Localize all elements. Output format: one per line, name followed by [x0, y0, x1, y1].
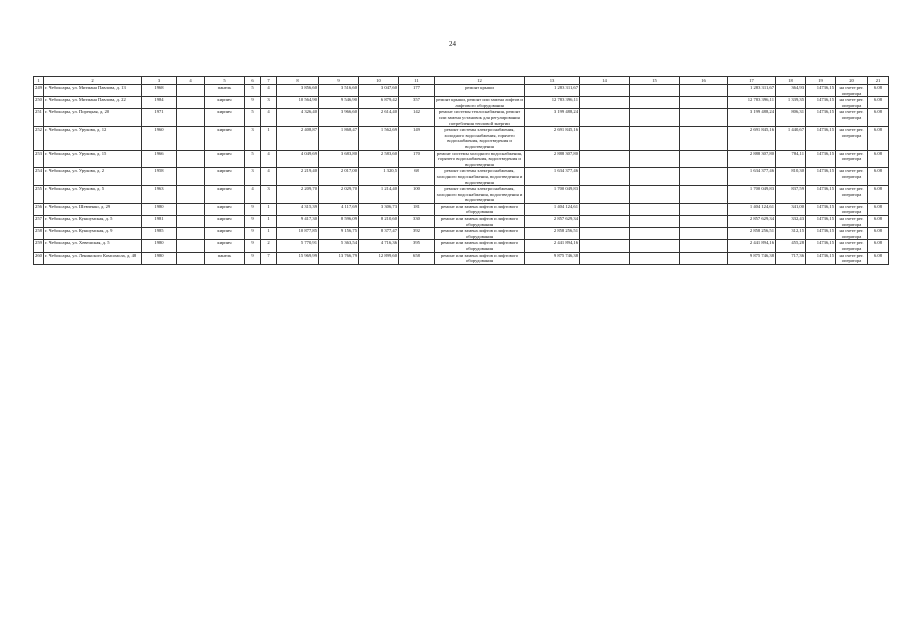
- regional-fund: 9 875 746,38: [728, 252, 776, 264]
- col4: [177, 186, 205, 204]
- cost-per-m2: 455,28: [776, 240, 806, 252]
- address: г. Чебоксары, ул. Хевешская, д. 5: [44, 240, 142, 252]
- cost-per-m2: 810,30: [776, 168, 806, 186]
- col15: [630, 203, 680, 215]
- floors: 4: [245, 186, 261, 204]
- col4: [177, 85, 205, 97]
- total-cost: 3 199 488,24: [525, 109, 580, 127]
- col16: [680, 216, 728, 228]
- total-cost: 12 783 396,11: [525, 97, 580, 109]
- work-type: ремонт системы электроснабжения, холодного водоснабжения, горячего водоснабжения, водоотведения и водоотведения: [435, 127, 525, 150]
- regional-fund: 2 888 307,80: [728, 150, 776, 168]
- living-area: 13 766,79: [319, 252, 359, 264]
- entrances: 4: [261, 109, 277, 127]
- floors: 3: [245, 127, 261, 150]
- col16: [680, 203, 728, 215]
- floors: 9: [245, 216, 261, 228]
- cost-per-m2: 717,36: [776, 252, 806, 264]
- row-number: 250: [34, 97, 44, 109]
- column-number: 13: [525, 77, 580, 85]
- table-row: [34, 109, 889, 127]
- address: г. Чебоксары, ул. Урукова, д. 5: [44, 186, 142, 204]
- col4: [177, 216, 205, 228]
- address: г. Чебоксары, ул. Кукшумская, д. 5: [44, 216, 142, 228]
- row-number: 259: [34, 240, 44, 252]
- max-cost: 14736,15: [806, 97, 836, 109]
- regional-fund: 2 857 629,34: [728, 216, 776, 228]
- col14: [580, 85, 630, 97]
- completion-year: 6.08: [868, 203, 889, 215]
- floors: 9: [245, 97, 261, 109]
- address: г. Чебоксары, ул. Шевченко, д. 29: [44, 203, 142, 215]
- fund-source: на счете рег. оператора: [836, 127, 868, 150]
- col16: [680, 228, 728, 240]
- fund-source: на счете рег. оператора: [836, 186, 868, 204]
- owned-area: 1 214,40: [359, 186, 399, 204]
- column-number: 4: [177, 77, 205, 85]
- floors: 5: [245, 150, 261, 168]
- residents: 100: [399, 186, 435, 204]
- column-number: 14: [580, 77, 630, 85]
- col15: [630, 228, 680, 240]
- address: г. Чебоксары, ул. Порецкая, д. 20: [44, 109, 142, 127]
- total-cost: 2 857 629,34: [525, 216, 580, 228]
- cost-per-m2: 784,11: [776, 150, 806, 168]
- living-area: 5 363,54: [319, 240, 359, 252]
- residents: 177: [399, 85, 435, 97]
- entrances: 1: [261, 228, 277, 240]
- total-cost: 1 700 049,83: [525, 186, 580, 204]
- regional-fund: 3 199 488,24: [728, 109, 776, 127]
- work-type: ремонт крыши, ремонт или замена лифтов и лифтового оборудования: [436, 97, 523, 108]
- table-row: [34, 228, 889, 240]
- table-row: [34, 85, 889, 97]
- wall-material: панель: [205, 252, 245, 264]
- col4: [177, 97, 205, 109]
- floors: 3: [245, 168, 261, 186]
- residents: 330: [399, 216, 435, 228]
- row-number: 255: [34, 186, 44, 204]
- cost-per-m2: 341,00: [776, 203, 806, 215]
- col16: [680, 186, 728, 204]
- total-area: 9 417,30: [277, 216, 319, 228]
- total-area: 4 049,69: [277, 150, 319, 168]
- col16: [680, 168, 728, 186]
- column-number: 18: [776, 77, 806, 85]
- cost-per-m2: 1 440,67: [776, 127, 806, 150]
- address: г. Чебоксары, ул. Митмана Павлова, д. 22: [44, 97, 142, 109]
- max-cost: 14736,15: [806, 216, 836, 228]
- row-number: 251: [34, 109, 44, 127]
- entrances: 1: [261, 216, 277, 228]
- completion-year: 6.08: [868, 97, 889, 109]
- fund-source: на счете рег. оператора: [836, 240, 868, 252]
- col16: [680, 127, 728, 150]
- col15: [630, 97, 680, 109]
- col16: [680, 252, 728, 264]
- completion-year: 6.08: [868, 85, 889, 97]
- cost-per-m2: 1 339,35: [776, 97, 806, 109]
- completion-year: 6.08: [868, 252, 889, 264]
- table-row: [34, 252, 889, 264]
- row-number: 256: [34, 203, 44, 215]
- total-area: 4 315,39: [277, 203, 319, 215]
- row-number: 258: [34, 228, 44, 240]
- col4: [177, 168, 205, 186]
- cost-per-m2: 837,59: [776, 186, 806, 204]
- column-number: 16: [680, 77, 728, 85]
- entrances: 3: [261, 186, 277, 204]
- owned-area: 2 614,40: [359, 109, 399, 127]
- wall-material: панель: [205, 85, 245, 97]
- wall-material: кирпич: [205, 97, 245, 109]
- residents: 170: [399, 150, 435, 168]
- entrances: 4: [261, 168, 277, 186]
- col15: [630, 127, 680, 150]
- owned-area: 1 562,69: [359, 127, 399, 150]
- floors: 9: [245, 228, 261, 240]
- fund-source: на счете рег. оператора: [836, 150, 868, 168]
- build-year: 1980: [142, 203, 177, 215]
- col16: [680, 97, 728, 109]
- work-type: ремонт или замена лифтов и лифтового оборудования: [435, 216, 525, 228]
- total-area: 15 969,99: [277, 252, 319, 264]
- col14: [580, 186, 630, 204]
- table-row: [34, 150, 889, 168]
- wall-material: кирпич: [205, 216, 245, 228]
- residents: 392: [399, 228, 435, 240]
- completion-year: 6.08: [868, 168, 889, 186]
- total-cost: 2 441 894,16: [525, 240, 580, 252]
- max-cost: 14736,15: [806, 203, 836, 215]
- max-cost: 14736,15: [806, 186, 836, 204]
- regional-fund: 1 700 049,83: [728, 186, 776, 204]
- column-number: 12: [435, 77, 525, 85]
- address: г. Чебоксары, ул. Урукова, д. 12: [44, 127, 142, 150]
- total-area: 5 770,91: [277, 240, 319, 252]
- living-area: 9 546,90: [319, 97, 359, 109]
- total-cost: 2 858 256,51: [525, 228, 580, 240]
- wall-material: кирпич: [205, 228, 245, 240]
- total-area: 2 219,40: [277, 168, 319, 186]
- fund-source: на счете рег. оператора: [836, 85, 868, 97]
- address: г. Чебоксары, ул. Ленинского Комсомола, д. 48: [44, 252, 142, 264]
- work-type: ремонт крыши: [435, 85, 525, 97]
- col14: [580, 203, 630, 215]
- col14: [580, 216, 630, 228]
- regional-fund: 2 691 845,16: [728, 127, 776, 150]
- cost-per-m2: 332,43: [776, 216, 806, 228]
- col15: [630, 216, 680, 228]
- column-number: 5: [205, 77, 245, 85]
- residents: 142: [399, 109, 435, 127]
- owned-area: 1 320,5: [359, 168, 399, 186]
- total-area: 4 326,40: [277, 109, 319, 127]
- owned-area: 6 879,42: [359, 97, 399, 109]
- address: г. Чебоксары, ул. Урукова, д. 2: [44, 168, 142, 186]
- build-year: 1968: [142, 85, 177, 97]
- wall-material: кирпич: [205, 150, 245, 168]
- fund-source: на счете рег. оператора: [836, 203, 868, 215]
- work-type: ремонт или замена лифтов и лифтового оборудования: [435, 240, 525, 252]
- living-area: 2 017,00: [319, 168, 359, 186]
- cost-per-m2: 364,93: [776, 85, 806, 97]
- wall-material: кирпич: [205, 240, 245, 252]
- col16: [680, 85, 728, 97]
- completion-year: 6.08: [868, 127, 889, 150]
- build-year: 1966: [142, 150, 177, 168]
- address: г. Чебоксары, ул. Кукшумская, д. 9: [44, 228, 142, 240]
- entrances: 1: [261, 203, 277, 215]
- fund-source: на счете рег. оператора: [836, 228, 868, 240]
- completion-year: 6.08: [868, 240, 889, 252]
- floors: 9: [245, 240, 261, 252]
- entrances: 7: [261, 252, 277, 264]
- col14: [580, 127, 630, 150]
- build-year: 1980: [142, 252, 177, 264]
- completion-year: 6.08: [868, 186, 889, 204]
- residents: 357: [399, 97, 435, 109]
- entrances: 2: [261, 240, 277, 252]
- column-number: 9: [319, 77, 359, 85]
- max-cost: 14736,15: [806, 109, 836, 127]
- owned-area: 3 047,60: [359, 85, 399, 97]
- col4: [177, 109, 205, 127]
- table-row: [34, 186, 889, 204]
- residents: 149: [399, 127, 435, 150]
- col15: [630, 252, 680, 264]
- wall-material: кирпич: [205, 109, 245, 127]
- owned-area: 3 306,73: [359, 203, 399, 215]
- total-area: 2 408,87: [277, 127, 319, 150]
- col15: [630, 150, 680, 168]
- residents: 658: [399, 252, 435, 264]
- fund-source: на счете рег. оператора: [836, 168, 868, 186]
- max-cost: 14736,15: [806, 252, 836, 264]
- column-number: 17: [728, 77, 776, 85]
- floors: 9: [245, 203, 261, 215]
- max-cost: 14736,15: [806, 228, 836, 240]
- build-year: 1980: [142, 240, 177, 252]
- row-number: 254: [34, 168, 44, 186]
- work-type: ремонт системы электроснабжения, холодного водоснабжения, водоотведения и водоотведения: [435, 168, 525, 186]
- floors: 9: [245, 252, 261, 264]
- owned-area: 8 210,60: [359, 216, 399, 228]
- table-row: [34, 216, 889, 228]
- column-number: 21: [868, 77, 889, 85]
- column-number: 7: [261, 77, 277, 85]
- col14: [580, 228, 630, 240]
- total-cost: 1 634 377,46: [525, 168, 580, 186]
- total-cost: 2 691 845,16: [525, 127, 580, 150]
- address: г. Чебоксары, ул. Митмана Павлова, д. 13: [44, 85, 142, 97]
- build-year: 1985: [142, 228, 177, 240]
- completion-year: 6.08: [868, 109, 889, 127]
- column-number: 3: [142, 77, 177, 85]
- table-row: [34, 203, 889, 215]
- residents: 68: [399, 168, 435, 186]
- column-number: 11: [399, 77, 435, 85]
- wall-material: кирпич: [205, 127, 245, 150]
- column-number: 1: [34, 77, 44, 85]
- cost-per-m2: 806,31: [776, 109, 806, 127]
- table-row: [34, 168, 889, 186]
- fund-source: на счете рег. оператора: [836, 252, 868, 264]
- total-area: 2 209,70: [277, 186, 319, 204]
- living-area: 2 029,70: [319, 186, 359, 204]
- build-year: 1958: [142, 168, 177, 186]
- regional-fund: 1 404 124,61: [728, 203, 776, 215]
- wall-material: кирпич: [205, 203, 245, 215]
- total-cost: 2 888 307,80: [525, 150, 580, 168]
- completion-year: 6.08: [868, 216, 889, 228]
- col14: [580, 240, 630, 252]
- col14: [580, 150, 630, 168]
- column-number: 6: [245, 77, 261, 85]
- max-cost: 14736,15: [806, 240, 836, 252]
- column-number: 2: [44, 77, 142, 85]
- column-number-row: [34, 77, 889, 85]
- col16: [680, 150, 728, 168]
- total-area: 10 564,90: [277, 97, 319, 109]
- work-type: ремонт системы холодного водоснабжения, горячего водоснабжения, водоотведения и водоотведения: [435, 150, 525, 168]
- total-cost: 1 283 311,67: [525, 85, 580, 97]
- regional-fund: 1 634 377,46: [728, 168, 776, 186]
- residents: 395: [399, 240, 435, 252]
- cost-per-m2: 312,15: [776, 228, 806, 240]
- col4: [177, 240, 205, 252]
- build-year: 1963: [142, 186, 177, 204]
- owned-area: 2 583,60: [359, 150, 399, 168]
- col15: [630, 168, 680, 186]
- build-year: 1960: [142, 127, 177, 150]
- col4: [177, 228, 205, 240]
- col15: [630, 85, 680, 97]
- completion-year: 6.08: [868, 228, 889, 240]
- regional-fund: 12 783 396,11: [728, 97, 776, 109]
- living-area: 3 683,80: [319, 150, 359, 168]
- floors: 5: [245, 109, 261, 127]
- entrances: 4: [261, 85, 277, 97]
- work-type: ремонт или замена лифтов и лифтового оборудования: [435, 203, 525, 215]
- entrances: 3: [261, 97, 277, 109]
- page-number: 24: [449, 40, 456, 48]
- col15: [630, 240, 680, 252]
- work-type: ремонт системы электроснабжения, холодного водоснабжения, водоотведения и водоотведения: [435, 186, 525, 204]
- col4: [177, 127, 205, 150]
- total-area: 10 877,85: [277, 228, 319, 240]
- col16: [680, 240, 728, 252]
- regional-fund: 2 441 894,16: [728, 240, 776, 252]
- col4: [177, 150, 205, 168]
- column-number: 10: [359, 77, 399, 85]
- col14: [580, 97, 630, 109]
- regional-fund: 2 858 256,51: [728, 228, 776, 240]
- max-cost: 14736,15: [806, 127, 836, 150]
- column-number: 20: [836, 77, 868, 85]
- build-year: 1984: [142, 97, 177, 109]
- column-number: 8: [277, 77, 319, 85]
- fund-source: на счете рег. оператора: [836, 97, 868, 109]
- col4: [177, 252, 205, 264]
- row-number: 249: [34, 85, 44, 97]
- owned-area: 4 716,36: [359, 240, 399, 252]
- living-area: 9 156,75: [319, 228, 359, 240]
- regional-fund: 1 283 311,67: [728, 85, 776, 97]
- total-cost: 9 875 746,38: [525, 252, 580, 264]
- living-area: 1 868,47: [319, 127, 359, 150]
- table-row: [34, 97, 889, 109]
- entrances: 4: [261, 150, 277, 168]
- row-number: 260: [34, 252, 44, 264]
- total-area: 3 856,60: [277, 85, 319, 97]
- max-cost: 14736,15: [806, 168, 836, 186]
- living-area: 3 516,60: [319, 85, 359, 97]
- column-number: 19: [806, 77, 836, 85]
- wall-material: кирпич: [205, 186, 245, 204]
- col14: [580, 252, 630, 264]
- row-number: 253: [34, 150, 44, 168]
- entrances: 1: [261, 127, 277, 150]
- floors: 5: [245, 85, 261, 97]
- work-type: ремонт или замена лифтов и лифтового оборудования: [435, 228, 525, 240]
- table-row: [34, 240, 889, 252]
- build-year: 1971: [142, 109, 177, 127]
- row-number: 252: [34, 127, 44, 150]
- register-table: [33, 76, 889, 265]
- col15: [630, 109, 680, 127]
- col16: [680, 109, 728, 127]
- owned-area: 8 377,47: [359, 228, 399, 240]
- owned-area: 12 899,60: [359, 252, 399, 264]
- living-area: 8 596,09: [319, 216, 359, 228]
- build-year: 1981: [142, 216, 177, 228]
- fund-source: на счете рег. оператора: [836, 109, 868, 127]
- living-area: 4 117,69: [319, 203, 359, 215]
- col14: [580, 109, 630, 127]
- column-number: 15: [630, 77, 680, 85]
- residents: 181: [399, 203, 435, 215]
- living-area: 3 966,60: [319, 109, 359, 127]
- col14: [580, 168, 630, 186]
- max-cost: 14736,15: [806, 85, 836, 97]
- wall-material: кирпич: [205, 168, 245, 186]
- row-number: 257: [34, 216, 44, 228]
- work-type: ремонт или замена лифтов и лифтового оборудования: [435, 252, 525, 264]
- address: г. Чебоксары, ул. Урукова, д. 15: [44, 150, 142, 168]
- fund-source: на счете рег. оператора: [836, 216, 868, 228]
- table-row: [34, 127, 889, 150]
- col15: [630, 186, 680, 204]
- total-cost: 1 404 124,61: [525, 203, 580, 215]
- completion-year: 6.08: [868, 150, 889, 168]
- work-type: ремонт системы теплоснабжения, ремонт или замена установок для регулирования потребления тепловой энергии: [435, 109, 525, 127]
- col4: [177, 203, 205, 215]
- max-cost: 14736,15: [806, 150, 836, 168]
